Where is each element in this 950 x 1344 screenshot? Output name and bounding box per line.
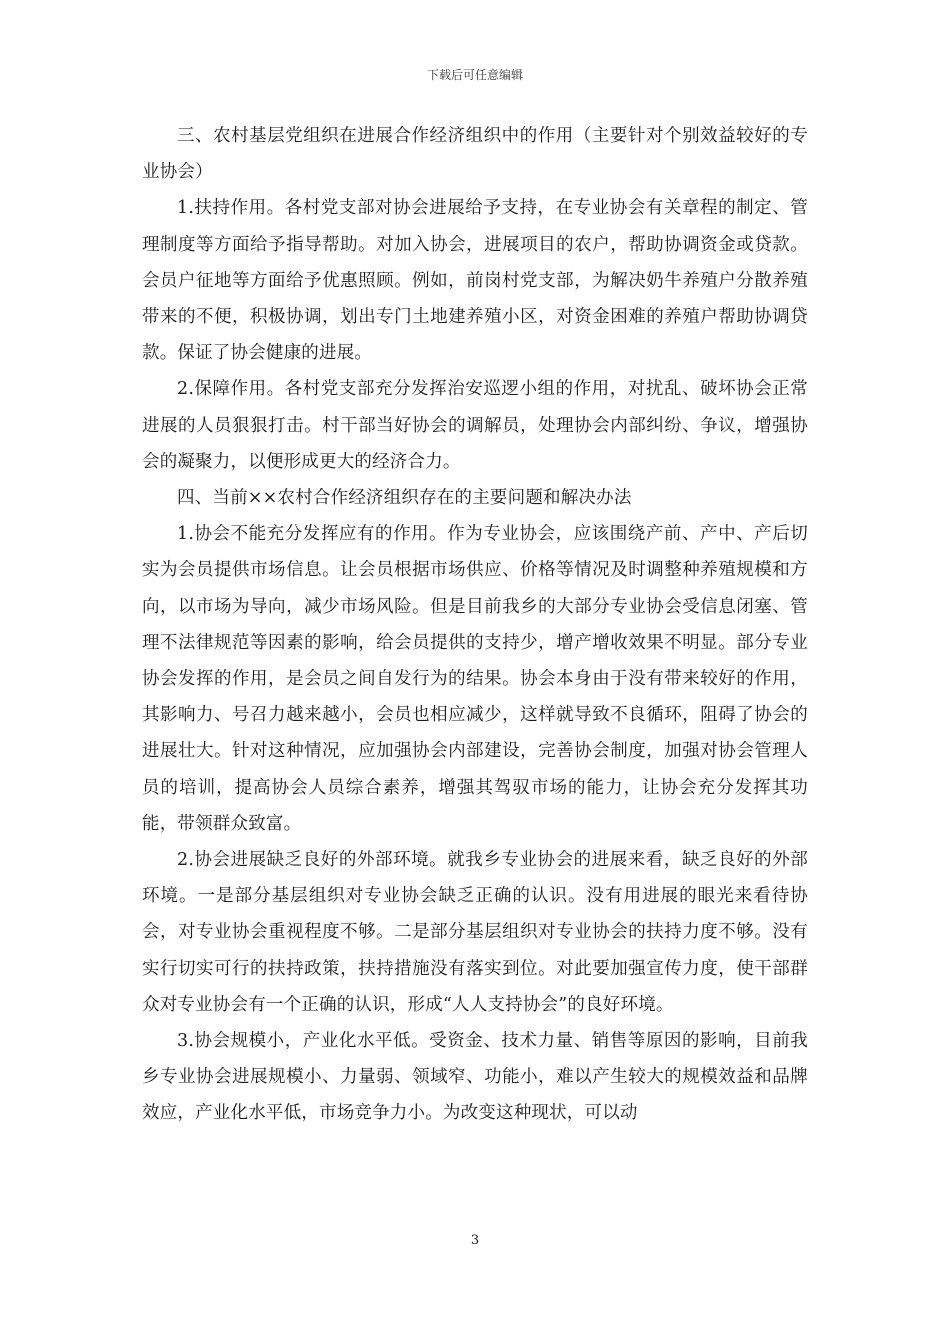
section-heading-3: 三、农村基层党组织在进展合作经济组织中的作用（主要针对个别效益较好的专业协会） — [142, 126, 808, 183]
paragraph-problem-3: 3.协会规模小，产业化水平低。受资金、技术力量、销售等原因的影响，目前我乡专业协会进展规模小、力量弱、领域窄、功能小，难以产生较大的规模效益和品牌效应，产业化水平低，市场竞争力小。为改变这种现状，可以动 — [142, 1031, 808, 1124]
document-body — [142, 118, 808, 1132]
paragraph-guarantee-role: 2.保障作用。各村党支部充分发挥治安巡逻小组的作用，对扰乱、破坏协会正常进展的人员狠狠打击。村干部当好协会的调解员，处理协会内部纠纷、争议，增强协会的凝聚力，以便形成更大的经济合力。 — [142, 379, 808, 472]
page-number: 3 — [470, 1233, 480, 1248]
paragraph-support-role: 1.扶持作用。各村党支部对协会进展给予支持，在专业协会有关章程的制定、管理制度等方面给予指导帮助。对加入协会，进展项目的农户，帮助协调资金或贷款。会员户征地等方面给予优惠照顾。例如，前岗村党支部，为解决奶牛养殖户分散养殖带来的不便，积极协调，划出专门土地建养殖小区，对资金困难的养殖户帮助协调贷款。保证了协会健康的进展。 — [142, 198, 808, 364]
paragraph-problem-2: 2.协会进展缺乏良好的外部环境。就我乡专业协会的进展来看，缺乏良好的外部环境。一是部分基层组织对专业协会缺乏正确的认识。没有用进展的眼光来看待协会，对专业协会重视程度不够。二是部分基层组织对专业协会的扶持力度不够。没有实行切实可行的扶持政策，扶持措施没有落实到位。对此要加强宣传力度，使干部群众对专业协会有一个正确的认识，形成“人人支持协会”的良好环境。 — [142, 850, 808, 1015]
page-header: 下载后可任意编辑 — [426, 68, 523, 82]
paragraph-problem-1: 1.协会不能充分发挥应有的作用。作为专业协会，应该围绕产前、产中、产后切实为会员提供市场信息。让会员根据市场供应、价格等情况及时调整种养殖规模和方向，以市场为导向，减少市场风险。但是目前我乡的大部分专业协会受信息闭塞、管理不法律规范等因素的影响，给会员提供的支持少，增产增收效果不明显。部分专业协会发挥的作用，是会员之间自发行为的结果。协会本身由于没有带来较好的作用，其影响力、号召力越来越小，会员也相应减少，这样就导致不良循环，阻碍了协会的进展壮大。针对这种情况，应加强协会内部建设，完善协会制度，加强对协会管理人员的培训，提高协会人员综合素养，增强其驾驭市场的能力，让协会充分发挥其功能，带领群众致富。 — [142, 524, 808, 834]
section-heading-4: 四、当前××农村合作经济组织存在的主要问题和解决办法 — [177, 488, 632, 509]
